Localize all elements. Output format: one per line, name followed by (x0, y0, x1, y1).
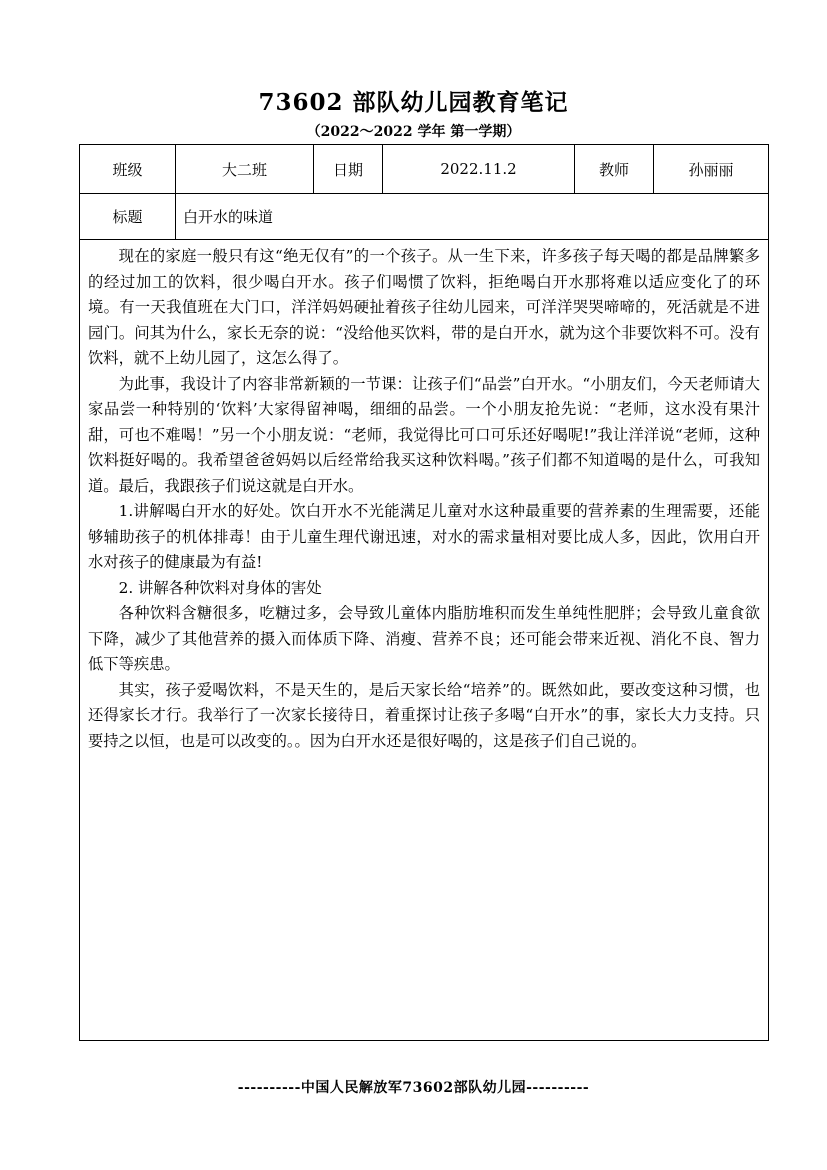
document-title: 73602 部队幼儿园教育笔记 (258, 89, 569, 116)
class-value: 大二班 (176, 145, 314, 194)
paragraph: 其实，孩子爱喝饮料，不是天生的，是后天家长给“培养”的。既然如此，要改变这种习惯，也还得家长才行。我举行了一次家长接待日，着重探讨让孩子多喝“白开水”的事，家长大力支持。只要持之以恒，也是可以改变的。。因为白开水还是很好喝的，这是孩子们自己说的。 (88, 680, 760, 750)
note-table (79, 144, 769, 1041)
class-label: 班级 (80, 145, 176, 194)
teacher-label: 教师 (575, 145, 654, 194)
document-footer: ----------中国人民解放军73602部队幼儿园---------- (237, 1080, 590, 1096)
paragraph: 现在的家庭一般只有这“绝无仅有”的一个孩子。从一生下来，许多孩子每天喝的都是品牌繁多的经过加工的饮料，很少喝白开水。孩子们喝惯了饮料，拒绝喝白开水那将难以适应变化了的环境。有一天我值班在大门口，洋洋妈妈硬扯着孩子往幼儿园来，可洋洋哭哭啼啼的，死活就是不进园门。问其为什么，家长无奈的说：“没给他买饮料，带的是白开水，就为这个非要饮料不可。没有饮料，就不上幼儿园了，这怎么得了。 (88, 247, 760, 367)
teacher-value: 孙丽丽 (654, 145, 769, 194)
header-row (80, 145, 769, 194)
topic-label: 标题 (80, 194, 176, 240)
paragraph: 为此事，我设计了内容非常新颖的一节课：让孩子们“品尝”白开水。“小朋友们，今天老师请大家品尝一种特别的‘饮料’大家得留神喝，细细的品尝。一个小朋友抢先说：“老师，这水没有果汁甜，可也不难喝！”另一个小朋友说：“老师，我觉得比可口可乐还好喝呢!”我让洋洋说“老师，这种饮料挺好喝的。我希望爸爸妈妈以后经常给我买这种饮料喝。”孩子们都不知道喝的是什么，可我知道。最后，我跟孩子们说这就是白开水。 (88, 374, 760, 495)
note-body (80, 240, 768, 1036)
body-cell (80, 240, 769, 1041)
topic-row (80, 194, 769, 240)
paragraph: 1.讲解喝白开水的好处。饮白开水不光能满足儿童对水这种最重要的营养素的生理需要，还能够辅助孩子的机体排毒！由于儿童生理代谢迅速，对水的需求量相对要比成人多，因此，饮用白开水对孩子的健康最为有益! (88, 502, 760, 571)
paragraph: 2. 讲解各种饮料对身体的害处 (118, 578, 322, 597)
body-row (80, 240, 769, 1041)
paragraph: 各种饮料含糖很多，吃糖过多，会导致儿童体内脂肪堆积而发生单纯性肥胖；会导致儿童食欲下降，减少了其他营养的摄入而体质下降、消瘦、营养不良；还可能会带来近视、消化不良、智力低下等疾患。 (88, 604, 760, 673)
date-value: 2022.11.2 (383, 145, 575, 194)
topic-value: 白开水的味道 (176, 194, 769, 240)
document-subtitle: （2022～2022 学年 第一学期） (306, 124, 521, 140)
date-label: 日期 (314, 145, 383, 194)
